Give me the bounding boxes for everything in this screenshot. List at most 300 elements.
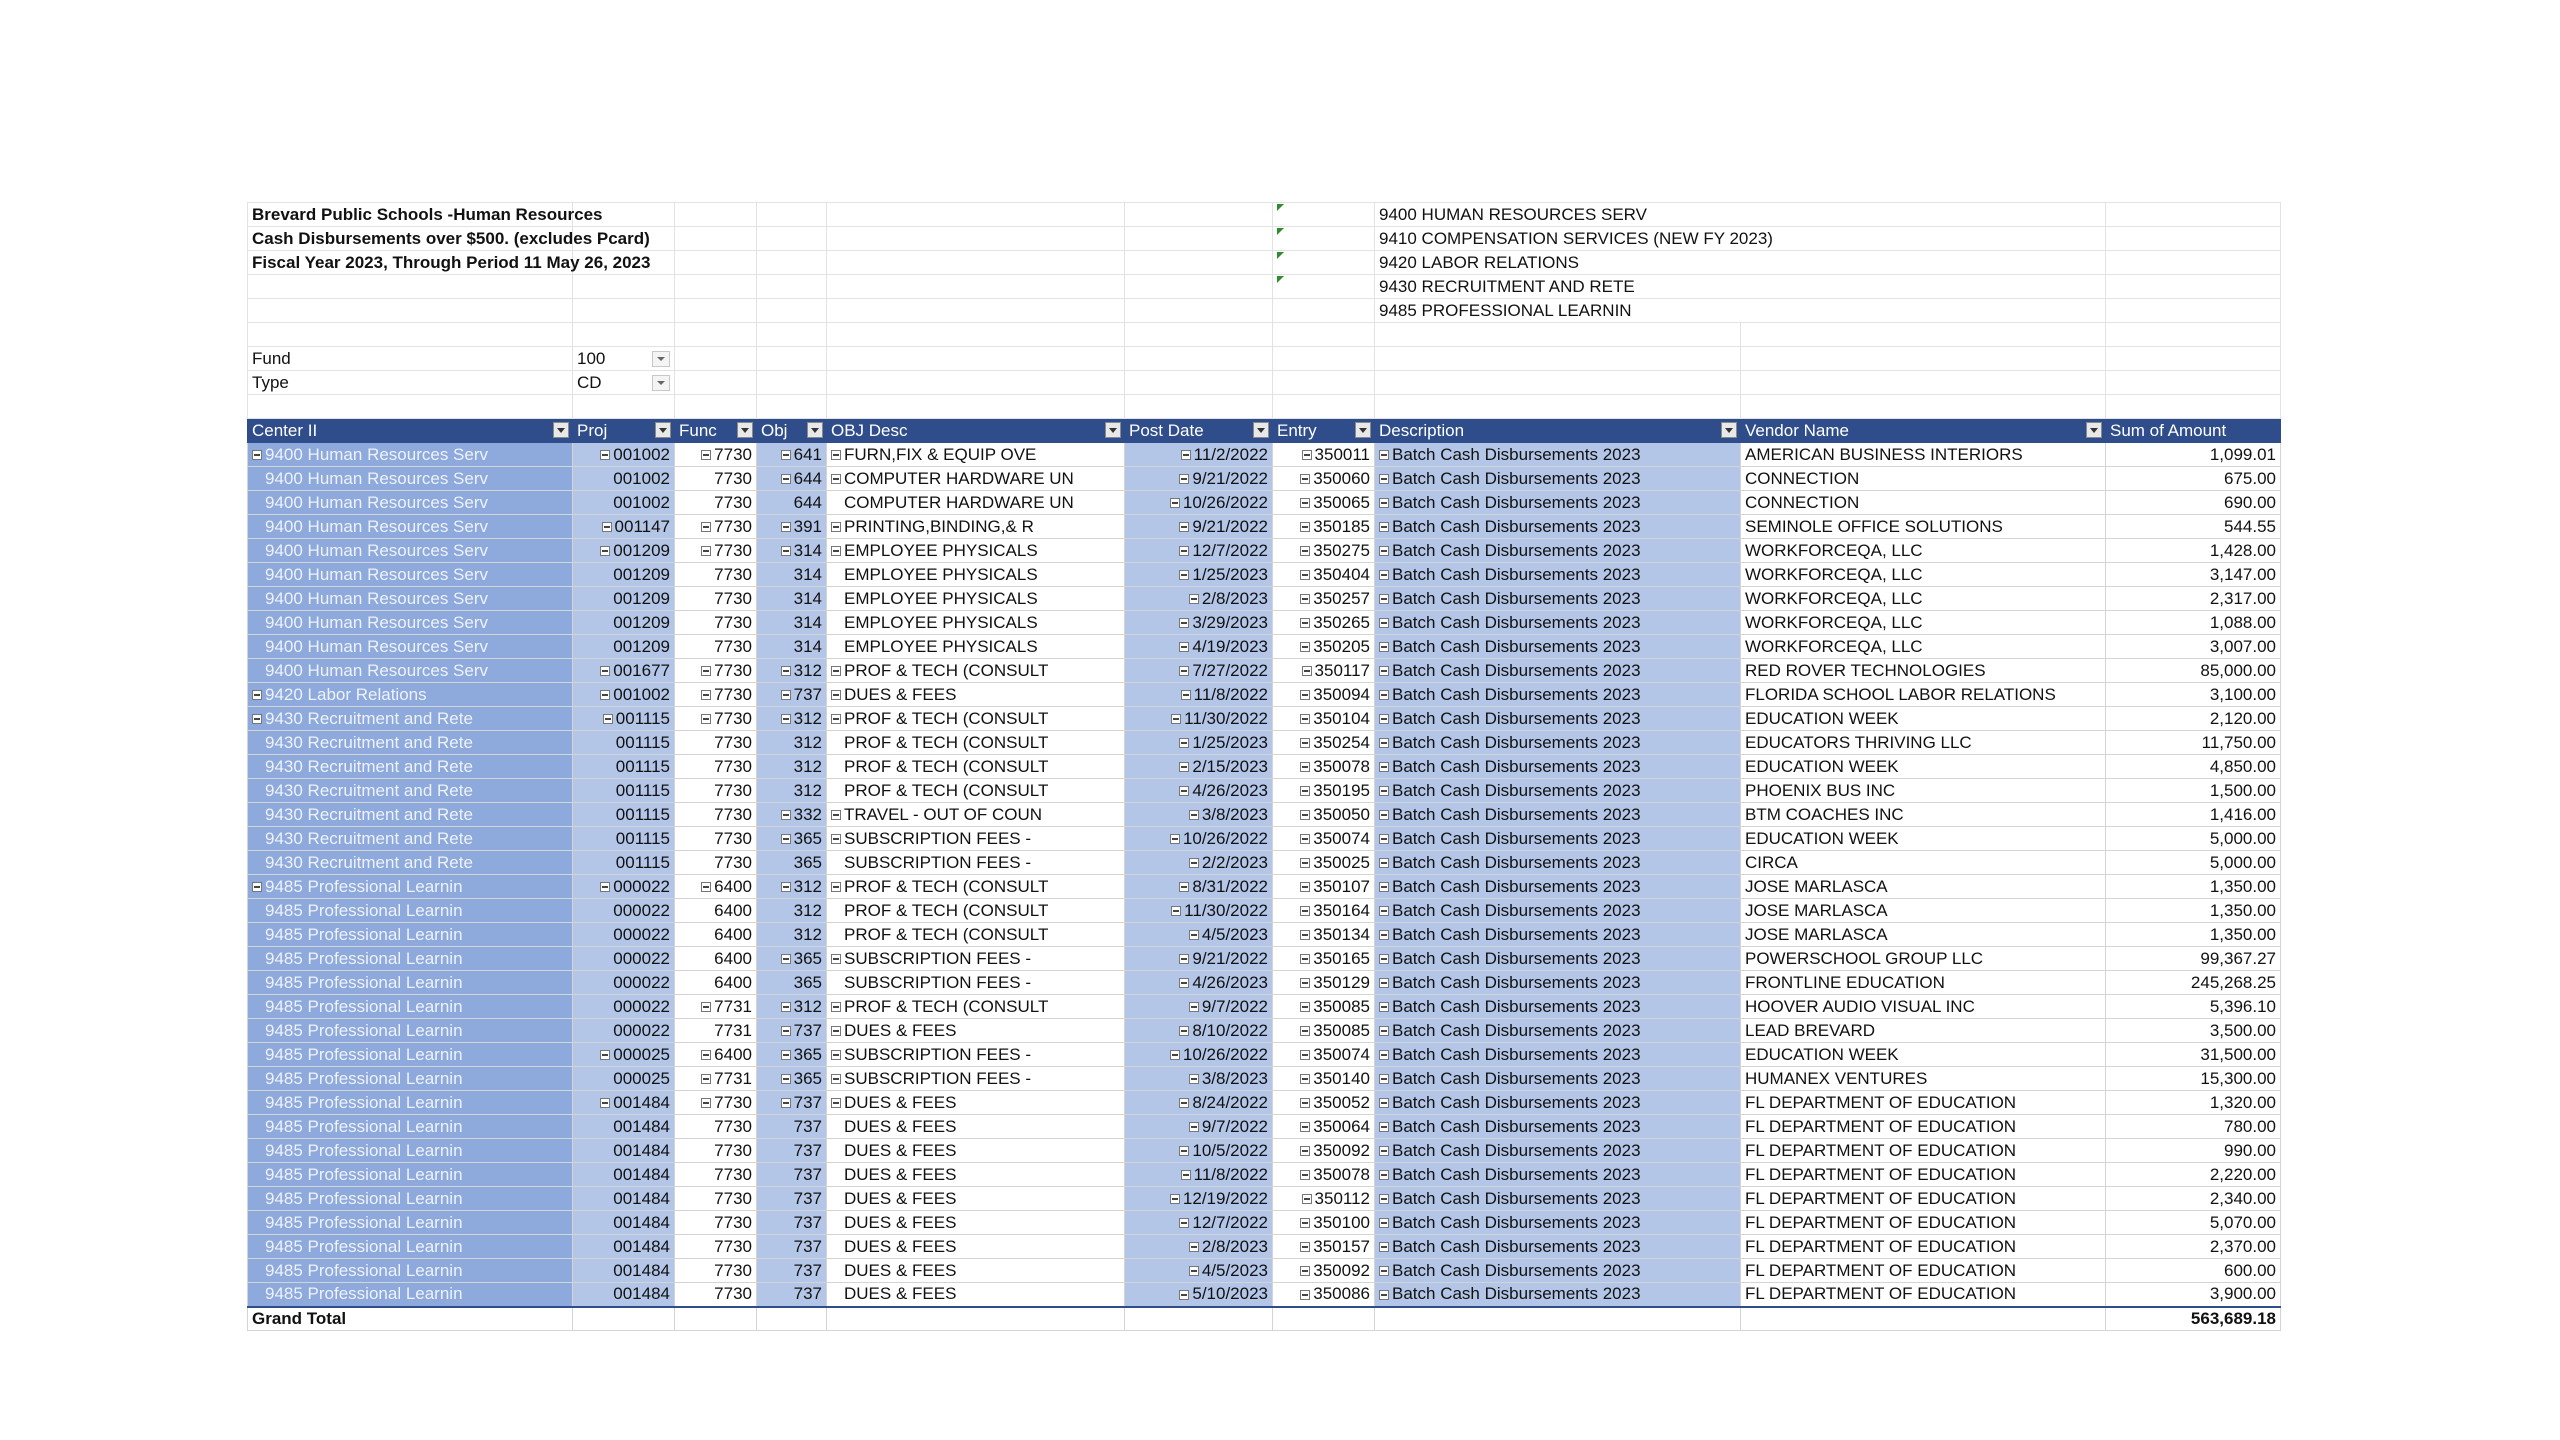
amount-cell[interactable] — [2106, 1067, 2281, 1091]
func-cell[interactable] — [675, 707, 757, 731]
description-cell[interactable] — [1375, 563, 1741, 587]
center-cell[interactable] — [248, 683, 573, 707]
collapse-toggle-icon[interactable] — [1300, 810, 1310, 820]
collapse-toggle-icon[interactable] — [1379, 1170, 1389, 1180]
entry-cell[interactable] — [1273, 1067, 1375, 1091]
collapse-toggle-icon[interactable] — [1179, 1146, 1189, 1156]
collapse-toggle-icon[interactable] — [831, 546, 841, 556]
obj-desc-cell[interactable] — [827, 827, 1125, 851]
collapse-toggle-icon[interactable] — [1379, 474, 1389, 484]
amount-cell[interactable] — [2106, 731, 2281, 755]
collapse-toggle-icon[interactable] — [1379, 690, 1389, 700]
collapse-toggle-icon[interactable] — [1171, 906, 1181, 916]
collapse-toggle-icon[interactable] — [1300, 498, 1310, 508]
collapse-toggle-icon[interactable] — [1300, 858, 1310, 868]
amount-cell[interactable] — [2106, 491, 2281, 515]
collapse-toggle-icon[interactable] — [1300, 762, 1310, 772]
collapse-toggle-icon[interactable] — [781, 450, 791, 460]
vendor-cell[interactable] — [1741, 539, 2106, 563]
column-header-center[interactable]: Center II — [248, 419, 573, 443]
obj-cell[interactable] — [757, 851, 827, 875]
entry-cell[interactable] — [1273, 1115, 1375, 1139]
amount-cell[interactable] — [2106, 1115, 2281, 1139]
func-cell[interactable] — [675, 659, 757, 683]
amount-cell[interactable] — [2106, 947, 2281, 971]
description-cell[interactable] — [1375, 1235, 1741, 1259]
proj-cell[interactable] — [573, 1115, 675, 1139]
func-cell[interactable] — [675, 1283, 757, 1307]
func-cell[interactable] — [675, 1187, 757, 1211]
center-cell[interactable] — [248, 827, 573, 851]
obj-cell[interactable] — [757, 947, 827, 971]
entry-cell[interactable] — [1273, 803, 1375, 827]
vendor-cell[interactable] — [1741, 659, 2106, 683]
collapse-toggle-icon[interactable] — [1179, 978, 1189, 988]
collapse-toggle-icon[interactable] — [1179, 738, 1189, 748]
collapse-toggle-icon[interactable] — [781, 474, 791, 484]
obj-cell[interactable] — [757, 467, 827, 491]
collapse-toggle-icon[interactable] — [831, 666, 841, 676]
entry-cell[interactable] — [1273, 851, 1375, 875]
proj-cell[interactable] — [573, 1283, 675, 1307]
proj-cell[interactable] — [573, 1259, 675, 1283]
collapse-toggle-icon[interactable] — [1302, 450, 1312, 460]
collapse-toggle-icon[interactable] — [1379, 522, 1389, 532]
collapse-toggle-icon[interactable] — [1300, 930, 1310, 940]
obj-cell[interactable] — [757, 755, 827, 779]
description-cell[interactable] — [1375, 995, 1741, 1019]
vendor-cell[interactable] — [1741, 515, 2106, 539]
func-cell[interactable] — [675, 995, 757, 1019]
collapse-toggle-icon[interactable] — [1379, 858, 1389, 868]
amount-cell[interactable] — [2106, 1139, 2281, 1163]
amount-cell[interactable] — [2106, 923, 2281, 947]
collapse-toggle-icon[interactable] — [1189, 810, 1199, 820]
proj-cell[interactable] — [573, 971, 675, 995]
entry-cell[interactable] — [1273, 467, 1375, 491]
vendor-cell[interactable] — [1741, 1115, 2106, 1139]
collapse-toggle-icon[interactable] — [781, 1002, 791, 1012]
post-date-cell[interactable] — [1125, 971, 1273, 995]
description-cell[interactable] — [1375, 755, 1741, 779]
collapse-toggle-icon[interactable] — [781, 546, 791, 556]
collapse-toggle-icon[interactable] — [1300, 1050, 1310, 1060]
collapse-toggle-icon[interactable] — [600, 1098, 610, 1108]
func-cell[interactable] — [675, 1163, 757, 1187]
obj-desc-cell[interactable] — [827, 539, 1125, 563]
entry-cell[interactable] — [1273, 1163, 1375, 1187]
description-cell[interactable] — [1375, 923, 1741, 947]
post-date-cell[interactable] — [1125, 947, 1273, 971]
center-cell[interactable] — [248, 995, 573, 1019]
center-cell[interactable] — [248, 1235, 573, 1259]
fund-filter-dropdown[interactable] — [573, 347, 675, 371]
filter-dropdown-icon[interactable] — [1355, 422, 1371, 438]
amount-cell[interactable] — [2106, 515, 2281, 539]
description-cell[interactable] — [1375, 1187, 1741, 1211]
proj-cell[interactable] — [573, 563, 675, 587]
collapse-toggle-icon[interactable] — [701, 546, 711, 556]
center-cell[interactable] — [248, 587, 573, 611]
amount-cell[interactable] — [2106, 707, 2281, 731]
collapse-toggle-icon[interactable] — [1379, 1002, 1389, 1012]
obj-cell[interactable] — [757, 1235, 827, 1259]
collapse-toggle-icon[interactable] — [1379, 930, 1389, 940]
obj-cell[interactable] — [757, 731, 827, 755]
func-cell[interactable] — [675, 947, 757, 971]
proj-cell[interactable] — [573, 1067, 675, 1091]
post-date-cell[interactable] — [1125, 1163, 1273, 1187]
post-date-cell[interactable] — [1125, 563, 1273, 587]
entry-cell[interactable] — [1273, 683, 1375, 707]
vendor-cell[interactable] — [1741, 995, 2106, 1019]
collapse-toggle-icon[interactable] — [701, 666, 711, 676]
description-cell[interactable] — [1375, 707, 1741, 731]
amount-cell[interactable] — [2106, 539, 2281, 563]
post-date-cell[interactable] — [1125, 1235, 1273, 1259]
collapse-toggle-icon[interactable] — [1300, 1146, 1310, 1156]
collapse-toggle-icon[interactable] — [1379, 954, 1389, 964]
collapse-toggle-icon[interactable] — [831, 810, 841, 820]
column-header-amount[interactable]: Sum of Amount — [2106, 419, 2281, 443]
filter-funnel-icon[interactable] — [652, 375, 670, 391]
center-cell[interactable] — [248, 1139, 573, 1163]
collapse-toggle-icon[interactable] — [1179, 642, 1189, 652]
center-cell[interactable] — [248, 1043, 573, 1067]
func-cell[interactable] — [675, 1067, 757, 1091]
obj-cell[interactable] — [757, 491, 827, 515]
post-date-cell[interactable] — [1125, 587, 1273, 611]
obj-cell[interactable] — [757, 563, 827, 587]
collapse-toggle-icon[interactable] — [1379, 594, 1389, 604]
proj-cell[interactable] — [573, 875, 675, 899]
collapse-toggle-icon[interactable] — [1300, 1122, 1310, 1132]
description-cell[interactable] — [1375, 947, 1741, 971]
vendor-cell[interactable] — [1741, 587, 2106, 611]
obj-desc-cell[interactable] — [827, 443, 1125, 467]
obj-desc-cell[interactable] — [827, 1139, 1125, 1163]
center-cell[interactable] — [248, 1091, 573, 1115]
collapse-toggle-icon[interactable] — [781, 1074, 791, 1084]
vendor-cell[interactable] — [1741, 827, 2106, 851]
amount-cell[interactable] — [2106, 1043, 2281, 1067]
func-cell[interactable] — [675, 1019, 757, 1043]
description-cell[interactable] — [1375, 587, 1741, 611]
center-cell[interactable] — [248, 611, 573, 635]
obj-cell[interactable] — [757, 707, 827, 731]
collapse-toggle-icon[interactable] — [1300, 1098, 1310, 1108]
vendor-cell[interactable] — [1741, 1139, 2106, 1163]
collapse-toggle-icon[interactable] — [1379, 810, 1389, 820]
collapse-toggle-icon[interactable] — [1179, 1218, 1189, 1228]
proj-cell[interactable] — [573, 827, 675, 851]
vendor-cell[interactable] — [1741, 851, 2106, 875]
obj-cell[interactable] — [757, 611, 827, 635]
collapse-toggle-icon[interactable] — [1189, 594, 1199, 604]
obj-cell[interactable] — [757, 1019, 827, 1043]
description-cell[interactable] — [1375, 803, 1741, 827]
collapse-toggle-icon[interactable] — [781, 690, 791, 700]
column-header-post-date[interactable]: Post Date — [1125, 419, 1273, 443]
obj-desc-cell[interactable] — [827, 779, 1125, 803]
vendor-cell[interactable] — [1741, 899, 2106, 923]
collapse-toggle-icon[interactable] — [1379, 762, 1389, 772]
collapse-toggle-icon[interactable] — [701, 522, 711, 532]
func-cell[interactable] — [675, 1259, 757, 1283]
collapse-toggle-icon[interactable] — [831, 714, 841, 724]
obj-desc-cell[interactable] — [827, 635, 1125, 659]
post-date-cell[interactable] — [1125, 1211, 1273, 1235]
obj-desc-cell[interactable] — [827, 803, 1125, 827]
vendor-cell[interactable] — [1741, 635, 2106, 659]
entry-cell[interactable] — [1273, 611, 1375, 635]
description-cell[interactable] — [1375, 971, 1741, 995]
post-date-cell[interactable] — [1125, 443, 1273, 467]
collapse-toggle-icon[interactable] — [701, 1002, 711, 1012]
obj-cell[interactable] — [757, 1091, 827, 1115]
center-cell[interactable] — [248, 539, 573, 563]
center-cell[interactable] — [248, 923, 573, 947]
proj-cell[interactable] — [573, 1139, 675, 1163]
entry-cell[interactable] — [1273, 1259, 1375, 1283]
amount-cell[interactable] — [2106, 1235, 2281, 1259]
collapse-toggle-icon[interactable] — [1189, 1122, 1199, 1132]
collapse-toggle-icon[interactable] — [781, 810, 791, 820]
filter-dropdown-icon[interactable] — [807, 422, 823, 438]
vendor-cell[interactable] — [1741, 1211, 2106, 1235]
entry-cell[interactable] — [1273, 1043, 1375, 1067]
center-cell[interactable] — [248, 467, 573, 491]
amount-cell[interactable] — [2106, 635, 2281, 659]
center-cell[interactable] — [248, 1283, 573, 1307]
obj-desc-cell[interactable] — [827, 1019, 1125, 1043]
collapse-toggle-icon[interactable] — [1300, 1290, 1310, 1300]
description-cell[interactable] — [1375, 827, 1741, 851]
description-cell[interactable] — [1375, 899, 1741, 923]
post-date-cell[interactable] — [1125, 1115, 1273, 1139]
collapse-toggle-icon[interactable] — [1379, 1218, 1389, 1228]
column-header-entry[interactable]: Entry — [1273, 419, 1375, 443]
center-cell[interactable] — [248, 563, 573, 587]
collapse-toggle-icon[interactable] — [252, 714, 262, 724]
filter-dropdown-icon[interactable] — [553, 422, 569, 438]
func-cell[interactable] — [675, 1043, 757, 1067]
collapse-toggle-icon[interactable] — [1170, 498, 1180, 508]
collapse-toggle-icon[interactable] — [1379, 1074, 1389, 1084]
collapse-toggle-icon[interactable] — [781, 882, 791, 892]
entry-cell[interactable] — [1273, 539, 1375, 563]
post-date-cell[interactable] — [1125, 515, 1273, 539]
post-date-cell[interactable] — [1125, 1187, 1273, 1211]
post-date-cell[interactable] — [1125, 1259, 1273, 1283]
vendor-cell[interactable] — [1741, 923, 2106, 947]
post-date-cell[interactable] — [1125, 923, 1273, 947]
description-cell[interactable] — [1375, 683, 1741, 707]
center-cell[interactable] — [248, 1211, 573, 1235]
collapse-toggle-icon[interactable] — [1379, 738, 1389, 748]
obj-cell[interactable] — [757, 923, 827, 947]
proj-cell[interactable] — [573, 1235, 675, 1259]
obj-cell[interactable] — [757, 1163, 827, 1187]
vendor-cell[interactable] — [1741, 467, 2106, 491]
collapse-toggle-icon[interactable] — [1179, 522, 1189, 532]
proj-cell[interactable] — [573, 515, 675, 539]
collapse-toggle-icon[interactable] — [831, 690, 841, 700]
collapse-toggle-icon[interactable] — [831, 1002, 841, 1012]
entry-cell[interactable] — [1273, 995, 1375, 1019]
obj-desc-cell[interactable] — [827, 563, 1125, 587]
obj-desc-cell[interactable] — [827, 683, 1125, 707]
description-cell[interactable] — [1375, 1091, 1741, 1115]
collapse-toggle-icon[interactable] — [1300, 834, 1310, 844]
amount-cell[interactable] — [2106, 971, 2281, 995]
proj-cell[interactable] — [573, 611, 675, 635]
description-cell[interactable] — [1375, 779, 1741, 803]
obj-desc-cell[interactable] — [827, 587, 1125, 611]
description-cell[interactable] — [1375, 1043, 1741, 1067]
post-date-cell[interactable] — [1125, 899, 1273, 923]
amount-cell[interactable] — [2106, 779, 2281, 803]
collapse-toggle-icon[interactable] — [1300, 714, 1310, 724]
post-date-cell[interactable] — [1125, 1283, 1273, 1307]
collapse-toggle-icon[interactable] — [1171, 714, 1181, 724]
collapse-toggle-icon[interactable] — [1300, 642, 1310, 652]
center-cell[interactable] — [248, 755, 573, 779]
amount-cell[interactable] — [2106, 1283, 2281, 1307]
center-cell[interactable] — [248, 1163, 573, 1187]
proj-cell[interactable] — [573, 803, 675, 827]
post-date-cell[interactable] — [1125, 803, 1273, 827]
amount-cell[interactable] — [2106, 1091, 2281, 1115]
collapse-toggle-icon[interactable] — [1181, 450, 1191, 460]
vendor-cell[interactable] — [1741, 443, 2106, 467]
column-header-obj-desc[interactable]: OBJ Desc — [827, 419, 1125, 443]
vendor-cell[interactable] — [1741, 1259, 2106, 1283]
post-date-cell[interactable] — [1125, 779, 1273, 803]
amount-cell[interactable] — [2106, 1187, 2281, 1211]
func-cell[interactable] — [675, 563, 757, 587]
collapse-toggle-icon[interactable] — [1300, 1242, 1310, 1252]
proj-cell[interactable] — [573, 635, 675, 659]
description-cell[interactable] — [1375, 539, 1741, 563]
amount-cell[interactable] — [2106, 1259, 2281, 1283]
collapse-toggle-icon[interactable] — [1379, 666, 1389, 676]
filter-dropdown-icon[interactable] — [737, 422, 753, 438]
post-date-cell[interactable] — [1125, 635, 1273, 659]
func-cell[interactable] — [675, 851, 757, 875]
collapse-toggle-icon[interactable] — [1181, 690, 1191, 700]
func-cell[interactable] — [675, 611, 757, 635]
proj-cell[interactable] — [573, 1019, 675, 1043]
center-cell[interactable] — [248, 779, 573, 803]
collapse-toggle-icon[interactable] — [1379, 1290, 1389, 1300]
post-date-cell[interactable] — [1125, 1091, 1273, 1115]
collapse-toggle-icon[interactable] — [1379, 1098, 1389, 1108]
description-cell[interactable] — [1375, 635, 1741, 659]
collapse-toggle-icon[interactable] — [781, 834, 791, 844]
entry-cell[interactable] — [1273, 563, 1375, 587]
func-cell[interactable] — [675, 443, 757, 467]
vendor-cell[interactable] — [1741, 1283, 2106, 1307]
vendor-cell[interactable] — [1741, 683, 2106, 707]
obj-desc-cell[interactable] — [827, 1283, 1125, 1307]
func-cell[interactable] — [675, 1235, 757, 1259]
collapse-toggle-icon[interactable] — [600, 450, 610, 460]
amount-cell[interactable] — [2106, 443, 2281, 467]
obj-desc-cell[interactable] — [827, 707, 1125, 731]
obj-cell[interactable] — [757, 899, 827, 923]
collapse-toggle-icon[interactable] — [1189, 1242, 1199, 1252]
collapse-toggle-icon[interactable] — [831, 450, 841, 460]
filter-dropdown-icon[interactable] — [2086, 422, 2102, 438]
obj-desc-cell[interactable] — [827, 1235, 1125, 1259]
entry-cell[interactable] — [1273, 755, 1375, 779]
collapse-toggle-icon[interactable] — [781, 1050, 791, 1060]
obj-cell[interactable] — [757, 1139, 827, 1163]
post-date-cell[interactable] — [1125, 491, 1273, 515]
obj-cell[interactable] — [757, 1211, 827, 1235]
collapse-toggle-icon[interactable] — [1170, 1050, 1180, 1060]
center-cell[interactable] — [248, 899, 573, 923]
obj-cell[interactable] — [757, 587, 827, 611]
column-header-vendor[interactable]: Vendor Name — [1741, 419, 2106, 443]
vendor-cell[interactable] — [1741, 947, 2106, 971]
entry-cell[interactable] — [1273, 1019, 1375, 1043]
entry-cell[interactable] — [1273, 971, 1375, 995]
collapse-toggle-icon[interactable] — [1300, 546, 1310, 556]
post-date-cell[interactable] — [1125, 611, 1273, 635]
description-cell[interactable] — [1375, 1211, 1741, 1235]
collapse-toggle-icon[interactable] — [1379, 642, 1389, 652]
description-cell[interactable] — [1375, 443, 1741, 467]
collapse-toggle-icon[interactable] — [1379, 882, 1389, 892]
proj-cell[interactable] — [573, 779, 675, 803]
obj-cell[interactable] — [757, 1259, 827, 1283]
collapse-toggle-icon[interactable] — [781, 714, 791, 724]
collapse-toggle-icon[interactable] — [1379, 1122, 1389, 1132]
collapse-toggle-icon[interactable] — [600, 666, 610, 676]
collapse-toggle-icon[interactable] — [1379, 786, 1389, 796]
amount-cell[interactable] — [2106, 467, 2281, 491]
obj-desc-cell[interactable] — [827, 971, 1125, 995]
post-date-cell[interactable] — [1125, 1067, 1273, 1091]
collapse-toggle-icon[interactable] — [252, 690, 262, 700]
collapse-toggle-icon[interactable] — [831, 522, 841, 532]
collapse-toggle-icon[interactable] — [1179, 474, 1189, 484]
collapse-toggle-icon[interactable] — [1189, 858, 1199, 868]
center-cell[interactable] — [248, 443, 573, 467]
obj-desc-cell[interactable] — [827, 1115, 1125, 1139]
collapse-toggle-icon[interactable] — [701, 882, 711, 892]
obj-desc-cell[interactable] — [827, 995, 1125, 1019]
func-cell[interactable] — [675, 467, 757, 491]
post-date-cell[interactable] — [1125, 731, 1273, 755]
collapse-toggle-icon[interactable] — [1179, 666, 1189, 676]
proj-cell[interactable] — [573, 491, 675, 515]
entry-cell[interactable] — [1273, 1211, 1375, 1235]
vendor-cell[interactable] — [1741, 875, 2106, 899]
collapse-toggle-icon[interactable] — [1179, 954, 1189, 964]
post-date-cell[interactable] — [1125, 1019, 1273, 1043]
vendor-cell[interactable] — [1741, 731, 2106, 755]
center-cell[interactable] — [248, 1115, 573, 1139]
center-cell[interactable] — [248, 947, 573, 971]
collapse-toggle-icon[interactable] — [1379, 906, 1389, 916]
proj-cell[interactable] — [573, 851, 675, 875]
proj-cell[interactable] — [573, 899, 675, 923]
func-cell[interactable] — [675, 587, 757, 611]
collapse-toggle-icon[interactable] — [600, 546, 610, 556]
